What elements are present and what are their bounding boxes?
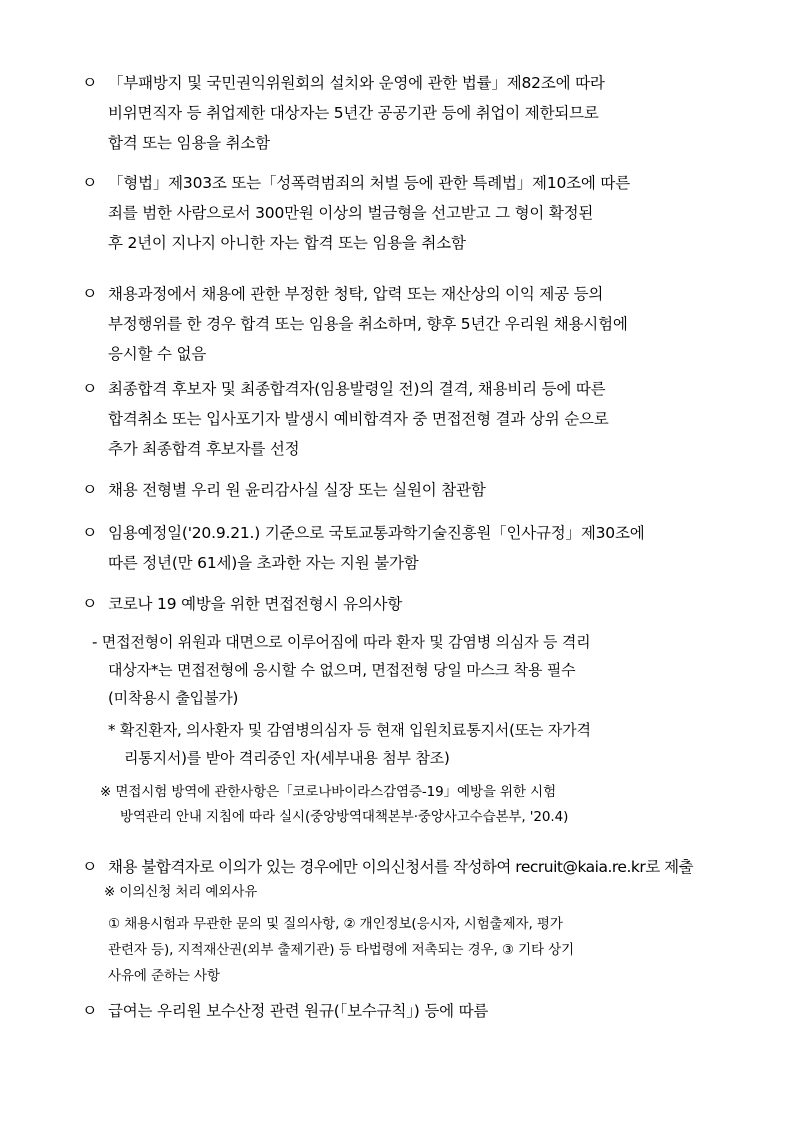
- notice-item-covid: [82, 589, 722, 619]
- item-line: 응시할 수 없음: [108, 345, 207, 363]
- notice-item-appeal: [82, 852, 722, 882]
- item-line: 채용 불합격자로 이의가 있는 경우에만 이의신청서를 작성하여 recruit@kaia.re.kr로 제출: [108, 858, 694, 876]
- sub-line: (미착용시 출입불가): [108, 689, 239, 707]
- item-line: 비위면직자 등 취업제한 대상자는 5년간 공공기관 등에 취업이 제한되므로: [108, 104, 599, 122]
- appeal-exception-list: [108, 911, 574, 989]
- bullet-icon: ㅇ: [82, 173, 98, 192]
- sub-line: 관련자 등), 지적재산권(외부 출제기관) 등 타법령에 저촉되는 경우, ③ 기타 상기: [108, 942, 575, 958]
- item-line: 따른 정년(만 61세)을 초과한 자는 지원 불가함: [108, 554, 419, 572]
- sub-line: * 확진환자, 의사환자 및 감염병의심자 등 현재 입원치료통지서(또는 자가격: [108, 721, 591, 739]
- item-line: 코로나 19 예방을 위한 면접전형시 유의사항: [108, 595, 403, 613]
- bullet-icon: ㅇ: [82, 480, 98, 499]
- sub-line: 리통지서)를 받아 격리중인 자(세부내용 첨부 참조): [124, 749, 450, 767]
- item-line: 최종합격 후보자 및 최종합격자(임용발령일 전)의 결격, 채용비리 등에 따른: [108, 380, 606, 398]
- item-line: 채용과정에서 채용에 관한 부정한 청탁, 압력 또는 재산상의 이익 제공 등의: [108, 285, 604, 303]
- bullet-icon: ㅇ: [82, 857, 98, 876]
- appeal-exception-heading: [104, 880, 257, 905]
- sub-line: 대상자*는 면접전형에 응시할 수 없으며, 면접전형 당일 마스크 착용 필수: [108, 661, 576, 679]
- bullet-icon: ㅇ: [82, 284, 98, 303]
- item-line: 「부패방지 및 국민권익위원회의 설치와 운영에 관한 법률」제82조에 따라: [108, 74, 605, 92]
- sub-line: 방역관리 안내 지침에 따라 실시(중앙방역대책본부·중앙사고수습본부, '20.4): [120, 809, 569, 825]
- covid-reference-note: [100, 780, 568, 830]
- notice-item-criminal-law: [82, 168, 722, 258]
- notice-item-anticorruption: [82, 68, 722, 158]
- sub-line: 사유에 준하는 사항: [108, 968, 220, 984]
- item-line: 후 2년이 지나지 아니한 자는 합격 또는 임용을 취소함: [108, 234, 466, 252]
- item-line: 임용예정일('20.9.21.) 기준으로 국토교통과학기술진흥원「인사규정」제30조에: [108, 524, 645, 542]
- bullet-icon: ㅇ: [82, 73, 98, 92]
- bullet-icon: ㅇ: [82, 594, 98, 613]
- sub-line: ※ 이의신청 처리 예외사유: [104, 884, 258, 900]
- notice-item-observation: [82, 475, 722, 505]
- item-line: 채용 전형별 우리 원 윤리감사실 실장 또는 실원이 참관함: [108, 481, 486, 499]
- sub-line: - 면접전형이 위원과 대면으로 이루어짐에 따라 환자 및 감염병 의심자 등 격리: [92, 633, 591, 651]
- sub-line: ※ 면접시험 방역에 관한사항은「코로나바이라스감염증-19」예방을 위한 시험: [100, 784, 557, 800]
- item-line: 죄를 범한 사람으로서 300만원 이상의 벌금형을 선고받고 그 형이 확정된: [108, 204, 594, 222]
- sub-line: ① 채용시험과 무관한 문의 및 질의사항, ② 개인정보(응시자, 시험출제자, 평가: [108, 916, 563, 932]
- bullet-icon: ㅇ: [82, 379, 98, 398]
- item-line: 합격 또는 임용을 취소함: [108, 134, 270, 152]
- bullet-icon: ㅇ: [82, 1001, 98, 1020]
- notice-item-misconduct: [82, 279, 722, 369]
- item-line: 합격취소 또는 입사포기자 발생시 예비합격자 중 면접전형 결과 상위 순으로: [108, 410, 609, 428]
- bullet-icon: ㅇ: [82, 523, 98, 542]
- notice-item-reserve-candidates: [82, 374, 722, 464]
- notice-item-salary: [82, 996, 722, 1026]
- item-line: 추가 최종합격 후보자를 선정: [108, 440, 300, 458]
- covid-star-note: [108, 716, 591, 772]
- item-line: 부정행위를 한 경우 합격 또는 임용을 취소하며, 향후 5년간 우리원 채용시험에: [108, 315, 628, 333]
- notice-item-retirement-age: [82, 518, 722, 578]
- item-line: 급여는 우리원 보수산정 관련 원규(「보수규칙」) 등에 따름: [108, 1002, 489, 1020]
- item-line: 「형법」제303조 또는「성폭력범죄의 처벌 등에 관한 특례법」제10조에 따른: [108, 174, 630, 192]
- covid-dash-note: [92, 628, 590, 712]
